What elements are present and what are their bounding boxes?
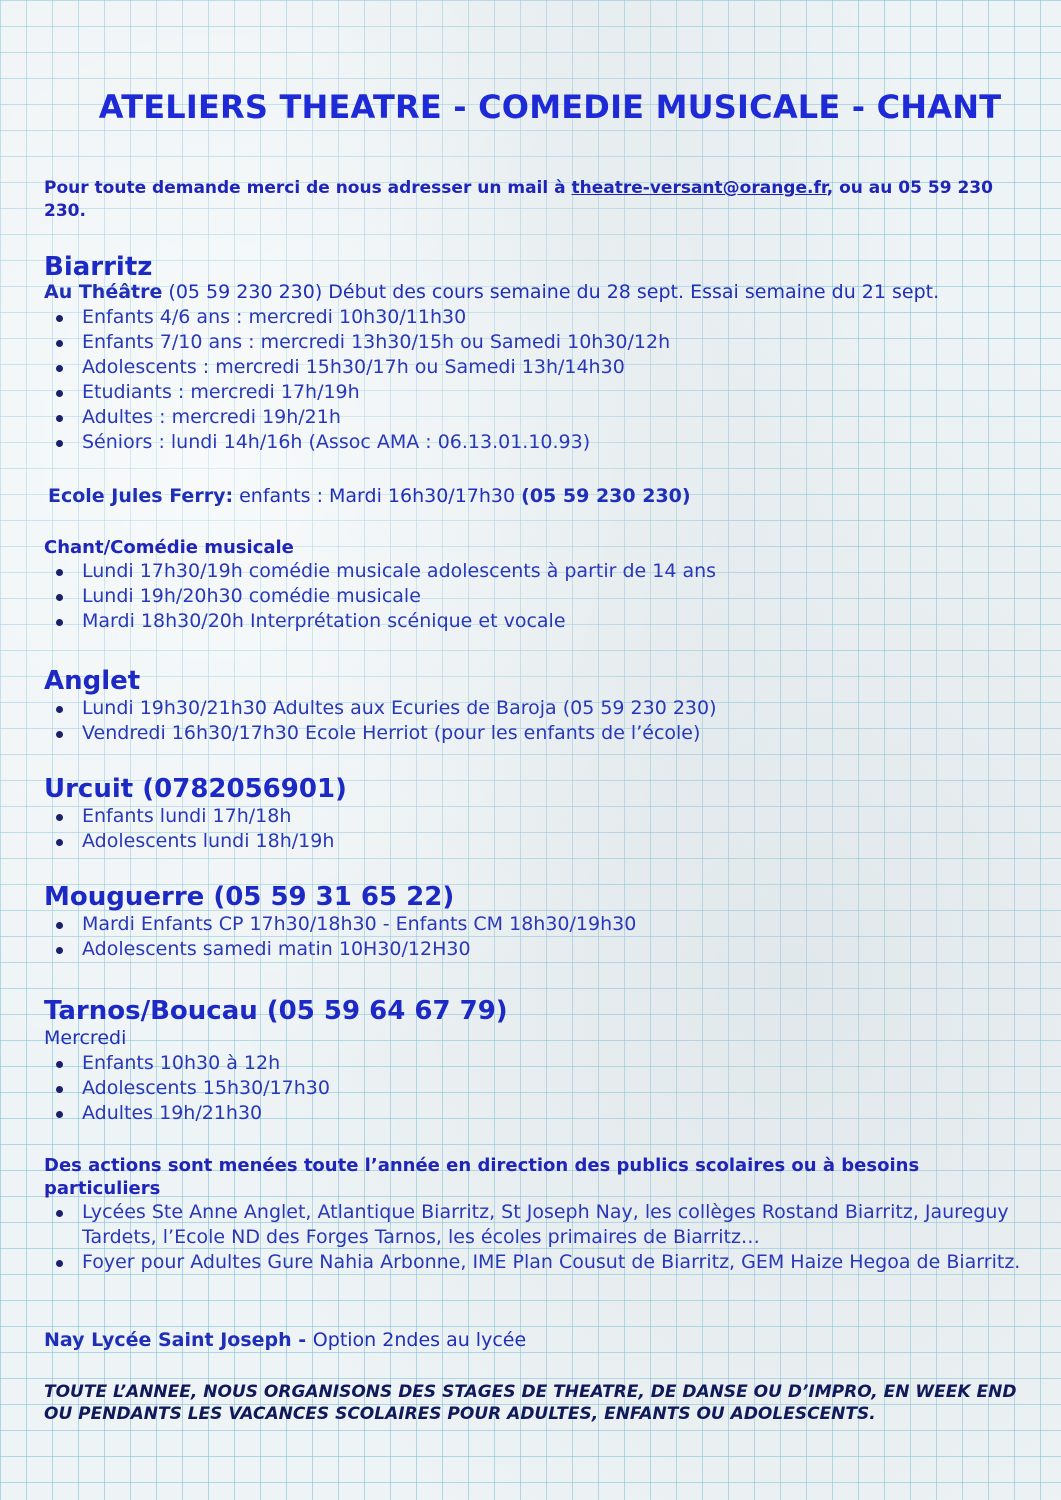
actions-heading: Des actions sont menées toute l’année en direction des publics scolaires ou à besoins particuliers	[44, 1155, 920, 1199]
list-item: Lundi 17h30/19h comédie musicale adolescents à partir de 14 ans	[82, 559, 1034, 584]
list-item: Enfants lundi 17h/18h	[82, 804, 1034, 829]
theatre-info: (05 59 230 230) Début des cours semaine du 28 sept. Essai semaine du 21 sept.	[162, 281, 940, 303]
ferry-info: enfants : Mardi 16h30/17h30	[233, 485, 522, 507]
anglet-list	[44, 696, 1034, 746]
nay-label: Nay Lycée Saint Joseph -	[44, 1329, 313, 1351]
email-link[interactable]: theatre-versant@orange.fr	[571, 178, 827, 198]
city-heading-anglet: Anglet	[44, 666, 141, 696]
list-item: Adolescents : mercredi 15h30/17h ou Samedi 13h/14h30	[82, 355, 1034, 380]
list-item: Mardi Enfants CP 17h30/18h30 - Enfants CM 18h30/19h30	[82, 912, 1034, 937]
section-mouguerre	[44, 882, 1034, 962]
list-item: Enfants 10h30 à 12h	[82, 1051, 1034, 1076]
contact-suffix: , ou au 05 59 230 230.	[44, 178, 993, 221]
actions-list	[44, 1200, 1032, 1275]
section-anglet	[44, 666, 1034, 746]
section-biarritz	[44, 252, 1034, 455]
contact-prefix: Pour toute demande merci de nous adresser un mail à	[44, 178, 572, 198]
tarnos-list	[44, 1051, 1034, 1126]
list-item: Lundi 19h/20h30 comédie musicale	[82, 584, 1034, 609]
ferry-phone: (05 59 230 230)	[521, 485, 691, 507]
list-item: Adolescents 15h30/17h30	[82, 1076, 1034, 1101]
city-heading-mouguerre: Mouguerre (05 59 31 65 22)	[44, 882, 455, 912]
list-item: Enfants 4/6 ans : mercredi 10h30/11h30	[82, 305, 1034, 330]
list-item: Adultes : mercredi 19h/21h	[82, 405, 1034, 430]
nay-info: Option 2ndes au lycée	[312, 1329, 527, 1351]
list-item: Adultes 19h/21h30	[82, 1101, 1034, 1126]
nay-line	[44, 1328, 1034, 1353]
urcuit-list	[44, 804, 1034, 854]
list-item: Lundi 19h30/21h30 Adultes aux Ecuries de Baroja (05 59 230 230)	[82, 696, 1034, 721]
tarnos-day: Mercredi	[44, 1027, 127, 1049]
final-note: TOUTE L’ANNEE, NOUS ORGANISONS DES STAGES DE THEATRE, DE DANSE OU D’IMPRO, EN WEEK END OU PENDANTS LES VACANCES SCOLAIRES POUR ADULTES, ENFANTS OU ADOLESCENTS.	[44, 1382, 1017, 1424]
chant-heading: Chant/Comédie musicale	[44, 537, 294, 558]
list-item: Lycées Ste Anne Anglet, Atlantique Biarritz, St Joseph Nay, les collèges Rostand Biarritz, Jaureguy Tardets, l’Ecole ND des Forges Tarnos, les écoles primaires de Biarritz…	[82, 1200, 1032, 1250]
section-urcuit	[44, 774, 1034, 854]
section-tarnos	[44, 996, 1034, 1126]
chant-list	[44, 559, 1034, 634]
city-heading-tarnos: Tarnos/Boucau (05 59 64 67 79)	[44, 996, 508, 1026]
city-heading-urcuit: Urcuit (0782056901)	[44, 774, 347, 804]
theatre-label: Au Théâtre	[44, 281, 163, 303]
list-item: Mardi 18h30/20h Interprétation scénique et vocale	[82, 609, 1034, 634]
list-item: Foyer pour Adultes Gure Nahia Arbonne, IME Plan Cousut de Biarritz, GEM Haize Hegoa de Biarritz.	[82, 1250, 1032, 1275]
section-actions	[44, 1154, 1021, 1275]
list-item: Etudiants : mercredi 17h/19h	[82, 380, 1034, 405]
theatre-line	[44, 280, 1034, 305]
list-item: Adolescents lundi 18h/19h	[82, 829, 1034, 854]
ferry-line	[48, 484, 1038, 509]
list-item: Enfants 7/10 ans : mercredi 13h30/15h ou Samedi 10h30/12h	[82, 330, 1034, 355]
city-heading-biarritz: Biarritz	[44, 252, 153, 282]
biarritz-list	[44, 305, 1034, 455]
list-item: Séniors : lundi 14h/16h (Assoc AMA : 06.13.01.10.93)	[82, 430, 1034, 455]
list-item: Adolescents samedi matin 10H30/12H30	[82, 937, 1034, 962]
section-chant	[44, 536, 1034, 634]
page-title: ATELIERS THEATRE - COMEDIE MUSICALE - CHANT	[98, 88, 1002, 126]
list-item: Vendredi 16h30/17h30 Ecole Herriot (pour les enfants de l’école)	[82, 721, 1034, 746]
mouguerre-list	[44, 912, 1034, 962]
contact-line	[44, 177, 1034, 223]
ferry-label: Ecole Jules Ferry:	[48, 485, 234, 507]
